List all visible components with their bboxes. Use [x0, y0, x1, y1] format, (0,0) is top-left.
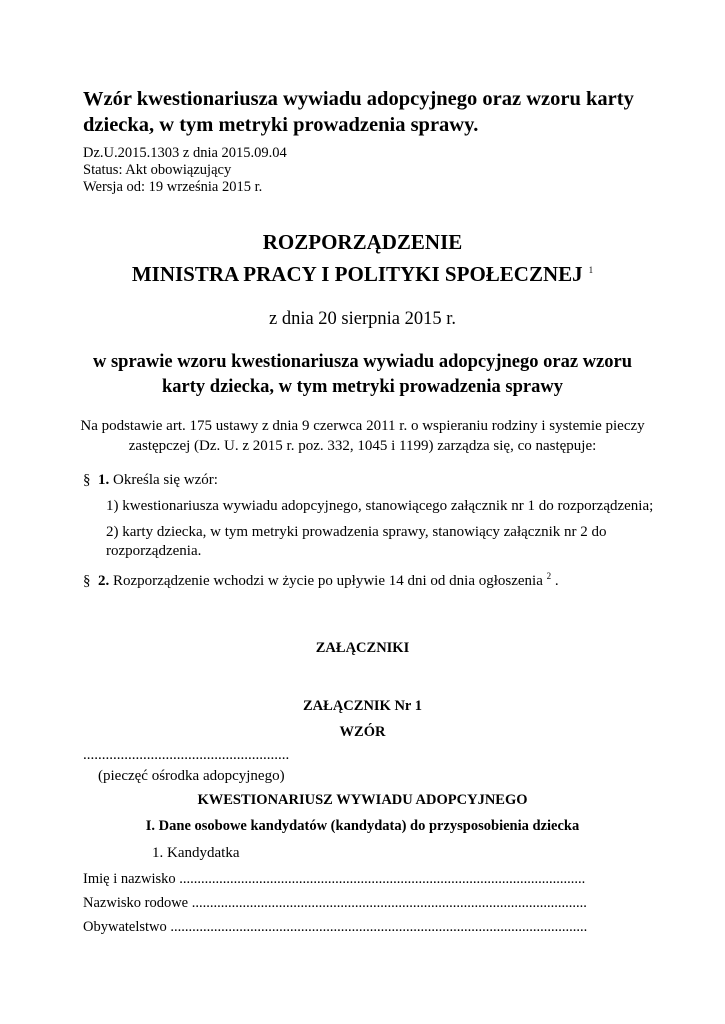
candidate-label: 1. Kandydatka — [152, 845, 240, 861]
annex-1-title: ZAŁĄCZNIK Nr 1 — [303, 698, 422, 714]
list-item-1: 1) kwestionariusza wywiadu adopcyjnego, stanowiącego załącznik nr 1 do rozporządzenia; — [106, 498, 654, 514]
part-1-title: I. Dane osobowe kandydatów (kandydata) do przysposobienia dziecka — [145, 818, 580, 834]
reference-text: Dz.U.2015.1303 z dnia 2015.09.04 — [83, 145, 287, 161]
list-item-2-line-2: rozporządzenia. — [106, 543, 202, 559]
regulation-heading: ROZPORZĄDZENIE — [262, 230, 463, 254]
section-2 — [83, 566, 559, 591]
section-2-symbol: § — [83, 573, 91, 589]
regulation-subject-line-2: karty dziecka, w tym metryki prowadzenia sprawy — [162, 377, 563, 397]
legal-basis-line-2: zastępczej (Dz. U. z 2015 r. poz. 332, 1045 i 1199) zarządza się, co następuje: — [128, 438, 597, 454]
field-maiden-name[interactable]: Nazwisko rodowe ............................................................................................................. — [83, 895, 587, 911]
legal-basis-line-1: Na podstawie art. 175 ustawy z dnia 9 czerwca 2011 r. o wspieraniu rodziny i systemie pieczy — [80, 418, 645, 434]
section-1 — [83, 470, 218, 490]
ministry-heading-text: MINISTRA PRACY I POLITYKI SPOŁECZNEJ — [131, 262, 583, 286]
field-citizenship[interactable]: Obywatelstwo ................................................................................................................... — [83, 919, 588, 935]
section-1-number: 1. — [98, 472, 110, 488]
list-item-2-line-1: 2) karty dziecka, w tym metryki prowadzenia sprawy, stanowiący załącznik nr 2 do — [106, 524, 607, 540]
document-title-line-1: Wzór kwestionariusza wywiadu adopcyjnego oraz wzoru karty — [83, 88, 634, 110]
regulation-subject-line-1: w sprawie wzoru kwestionariusza wywiadu adopcyjnego oraz wzoru — [92, 352, 633, 372]
ministry-heading — [0, 257, 725, 288]
questionnaire-title: KWESTIONARIUSZ WYWIADU ADOPCYJNEGO — [197, 792, 528, 808]
footnote-1-ref[interactable]: 1 — [588, 265, 594, 275]
template-label: WZÓR — [339, 724, 386, 740]
stamp-placeholder: ....................................................... — [83, 747, 290, 763]
section-1-text: Określa się wzór: — [113, 472, 218, 488]
section-2-end: . — [554, 573, 559, 589]
document-title — [83, 86, 634, 138]
section-1-symbol: § — [83, 472, 91, 488]
version-text: Wersja od: 19 września 2015 r. — [83, 179, 263, 195]
stamp-label: (pieczęć ośrodka adopcyjnego) — [98, 768, 285, 784]
field-full-name[interactable]: Imię i nazwisko ................................................................................................................ — [83, 871, 586, 887]
status-text: Status: Akt obowiązujący — [83, 162, 232, 178]
section-2-number: 2. — [98, 573, 110, 589]
footnote-2-ref[interactable]: 2 — [546, 571, 552, 581]
document-title-line-2: dziecka, w tym metryki prowadzenia sprawy. — [83, 114, 479, 136]
regulation-date: z dnia 20 sierpnia 2015 r. — [268, 309, 456, 329]
section-2-text: Rozporządzenie wchodzi w życie po upływie 14 dni od dnia ogłoszenia — [113, 573, 543, 589]
annexes-title: ZAŁĄCZNIKI — [315, 640, 410, 656]
